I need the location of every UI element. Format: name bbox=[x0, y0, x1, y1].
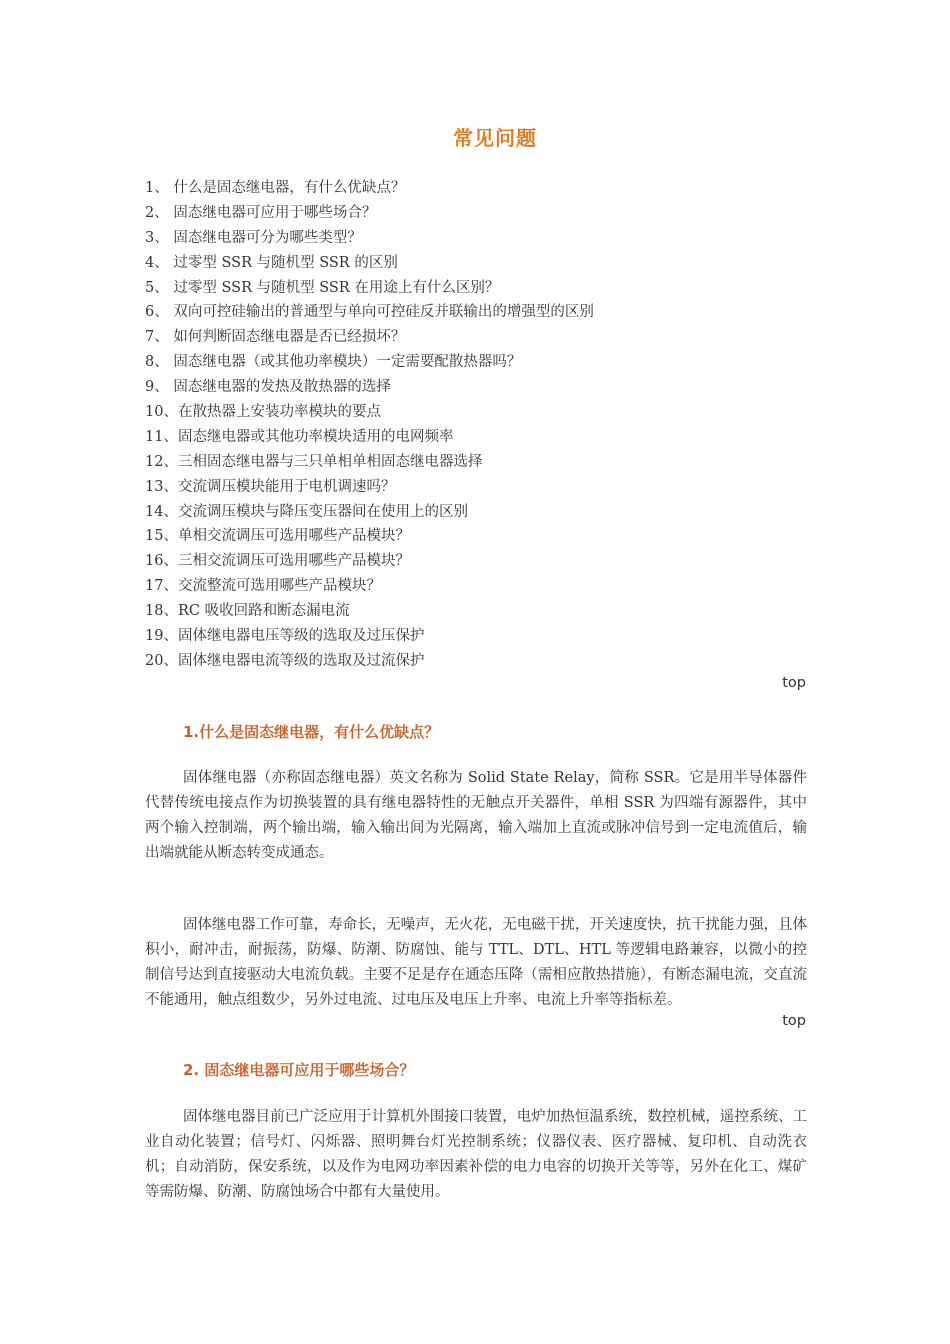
back-to-top-link[interactable]: top bbox=[782, 675, 806, 691]
item-number: 9、 bbox=[145, 379, 169, 396]
item-text: 过零型 SSR 与随机型 SSR 在用途上有什么区别？ bbox=[168, 279, 500, 296]
item-text: 固态继电器或其他功率模块适用的电网频率 bbox=[177, 428, 454, 445]
item-text: 过零型 SSR 与随机型 SSR 的区别 bbox=[168, 254, 398, 271]
faq-index-item[interactable] bbox=[145, 475, 825, 500]
item-number: 12、 bbox=[145, 453, 178, 470]
section-heading-2: 2. 固态继电器可应用于哪些场合？ bbox=[183, 1061, 415, 1079]
item-number: 8、 bbox=[145, 354, 169, 371]
item-text: 固态继电器可分为哪些类型？ bbox=[168, 229, 362, 246]
faq-index-item[interactable] bbox=[145, 425, 825, 450]
item-number: 14、 bbox=[145, 503, 178, 520]
item-text: RC 吸收回路和断态漏电流 bbox=[177, 603, 350, 620]
faq-index-list bbox=[145, 176, 825, 674]
item-text: 固态继电器（或其他功率模块）一定需要配散热器吗？ bbox=[168, 354, 522, 371]
faq-index-item[interactable] bbox=[145, 400, 825, 425]
item-number: 20、 bbox=[145, 652, 178, 669]
item-text: 交流调压模块能用于电机调速吗？ bbox=[177, 478, 396, 495]
section-1-paragraph-1: 固体继电器（亦称固态继电器）英文名称为 Solid State Relay，简称 SSR。它是用半导体器件代替传统电接点作为切换装置的具有继电器特性的无触点开关器件，单相 SSR 为四端有源器件，其中两个输入控制端，两个输出端，输入输出间为光隔离，输入端加上直流或脉冲信号到一定电流值后，输出端就能从断态转变成通态。 bbox=[145, 770, 807, 861]
section-2-paragraph-1: 固体继电器目前已广泛应用于计算机外围接口装置，电炉加热恒温系统，数控机械，遥控系统、工业自动化装置；信号灯、闪烁器、照明舞台灯光控制系统；仪器仪表、医疗器械、复印机、自动洗衣机；自动消防，保安系统，以及作为电网功率因素补偿的电力电容的切换开关等等，另外在化工、煤矿等需防爆、防潮、防腐蚀场合中都有大量使用。 bbox=[145, 1109, 807, 1200]
item-text: 固体继电器电流等级的选取及过流保护 bbox=[177, 652, 425, 669]
item-text: 固体继电器电压等级的选取及过压保护 bbox=[177, 628, 425, 645]
faq-index-item[interactable] bbox=[145, 450, 825, 475]
faq-index-item[interactable] bbox=[145, 375, 825, 400]
faq-index-item[interactable] bbox=[145, 599, 825, 624]
item-number: 16、 bbox=[145, 553, 178, 570]
item-text: 交流整流可选用哪些产品模块？ bbox=[177, 578, 381, 595]
item-number: 19、 bbox=[145, 628, 178, 645]
item-number: 11、 bbox=[145, 428, 178, 445]
item-number: 6、 bbox=[145, 304, 169, 321]
faq-index-item[interactable] bbox=[145, 176, 825, 201]
item-text: 固态继电器的发热及散热器的选择 bbox=[168, 379, 391, 396]
faq-index-item[interactable] bbox=[145, 226, 825, 251]
item-number: 4、 bbox=[145, 254, 169, 271]
item-number: 10、 bbox=[145, 404, 178, 421]
faq-index-item[interactable] bbox=[145, 325, 825, 350]
faq-index-item[interactable] bbox=[145, 500, 825, 525]
item-text: 固态继电器可应用于哪些场合？ bbox=[168, 204, 377, 221]
item-number: 3、 bbox=[145, 229, 169, 246]
item-number: 15、 bbox=[145, 528, 178, 545]
item-text: 三相交流调压可选用哪些产品模块？ bbox=[177, 553, 410, 570]
section-heading-1: 1.什么是固态继电器，有什么优缺点？ bbox=[183, 723, 440, 741]
item-number: 5、 bbox=[145, 279, 169, 296]
item-number: 1、 bbox=[145, 180, 169, 196]
item-text: 在散热器上安装功率模块的要点 bbox=[177, 404, 381, 421]
item-text: 如何判断固态继电器是否已经损坏？ bbox=[168, 329, 406, 346]
back-to-top-link[interactable]: top bbox=[782, 1013, 806, 1029]
item-text: 什么是固态继电器，有什么优缺点？ bbox=[168, 180, 406, 196]
section-1-paragraph-2: 固体继电器工作可靠，寿命长，无噪声，无火花，无电磁干扰，开关速度快，抗干扰能力强，且体积小，耐冲击，耐振荡，防爆、防潮、防腐蚀、能与 TTL、DTL、HTL 等逻辑电路兼容，以微小的控制信号达到直接驱动大电流负载。主要不足是存在通态压降（需相应散热措施），有断态漏电流，交直流不能通用，触点组数少，另外过电流、过电压及电压上升率、电流上升率等指标差。 bbox=[145, 917, 807, 1008]
faq-index-item[interactable] bbox=[145, 300, 825, 325]
item-number: 13、 bbox=[145, 478, 178, 495]
item-number: 7、 bbox=[145, 329, 169, 346]
faq-index-item[interactable] bbox=[145, 649, 825, 674]
page-title: 常见问题 bbox=[453, 126, 537, 150]
faq-index-item[interactable] bbox=[145, 624, 825, 649]
item-text: 双向可控硅输出的普通型与单向可控硅反并联输出的增强型的区别 bbox=[168, 304, 594, 321]
item-number: 17、 bbox=[145, 578, 178, 595]
faq-index-item[interactable] bbox=[145, 574, 825, 599]
faq-index-item[interactable] bbox=[145, 549, 825, 574]
item-number: 2、 bbox=[145, 204, 169, 221]
faq-index-item[interactable] bbox=[145, 201, 825, 226]
faq-index-item[interactable] bbox=[145, 350, 825, 375]
faq-index-item[interactable] bbox=[145, 276, 825, 301]
item-text: 单相交流调压可选用哪些产品模块？ bbox=[177, 528, 410, 545]
item-number: 18、 bbox=[145, 603, 178, 620]
faq-index-item[interactable] bbox=[145, 524, 825, 549]
item-text: 交流调压模块与降压变压器间在使用上的区别 bbox=[177, 503, 468, 520]
item-text: 三相固态继电器与三只单相单相固态继电器选择 bbox=[177, 453, 483, 470]
faq-index-item[interactable] bbox=[145, 251, 825, 276]
